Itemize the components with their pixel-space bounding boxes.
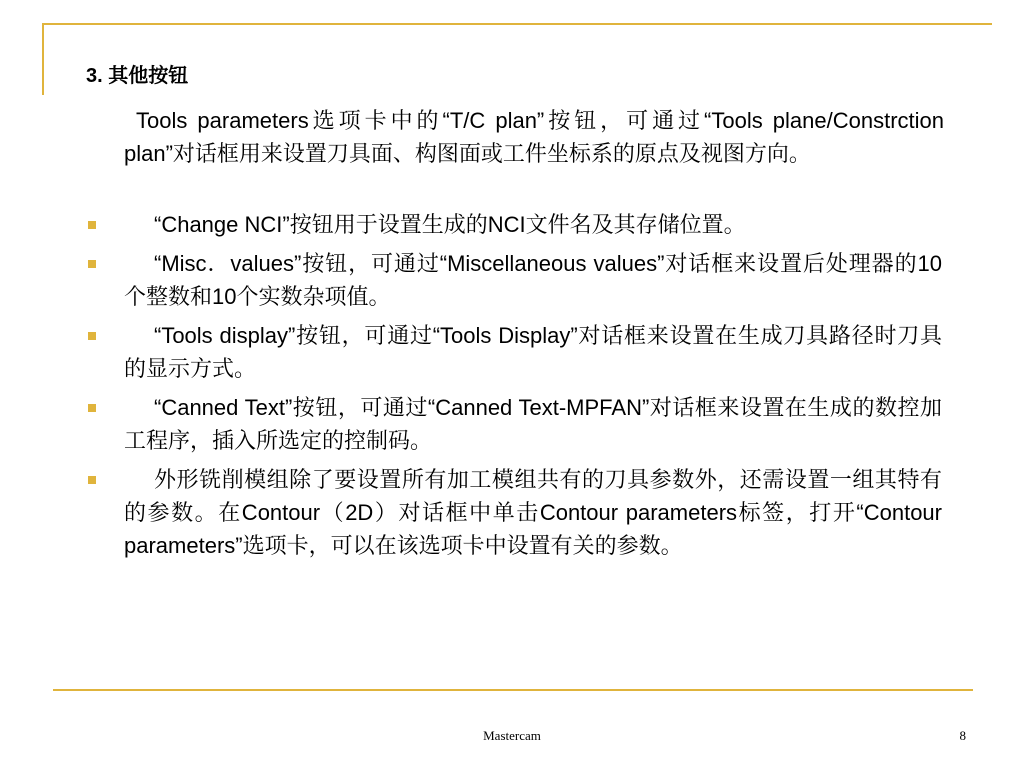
bullet-text: “Change NCI”按钮用于设置生成的NCI文件名及其存储位置。	[154, 212, 746, 237]
top-decorative-line	[42, 23, 992, 25]
bottom-decorative-line	[53, 689, 973, 691]
square-bullet-icon	[88, 332, 96, 340]
bullet-text: “Tools display”按钮，可通过“Tools Display”对话框来设置在生成刀具路径时刀具的显示方式。	[124, 323, 942, 381]
bullet-item	[86, 247, 942, 313]
intro-paragraph: Tools parameters选项卡中的“T/C plan”按钮，可通过“Tools plane/Constrction plan”对话框用来设置刀具面、构图面或工件坐标系的原点及视图方向。	[124, 108, 944, 166]
bullet-text: 外形铣削模组除了要设置所有加工模组共有的刀具参数外，还需设置一组其特有的参数。在Contour（2D）对话框中单击Contour parameters标签，打开“Contour parameters”选项卡，可以在该选项卡中设置有关的参数。	[124, 467, 942, 558]
bullet-list	[86, 208, 966, 568]
footer-label: Mastercam	[483, 728, 541, 743]
bullet-item	[86, 463, 942, 562]
bullet-item	[86, 208, 942, 241]
square-bullet-icon	[88, 404, 96, 412]
page-number: 8	[959, 728, 966, 743]
square-bullet-icon	[88, 476, 96, 484]
bullet-item	[86, 391, 942, 457]
bullet-text: “Misc．values”按钮，可通过“Miscellaneous values”对话框来设置后处理器的10个整数和10个实数杂项值。	[124, 251, 942, 309]
square-bullet-icon	[88, 260, 96, 268]
bullet-text: “Canned Text”按钮，可通过“Canned Text-MPFAN”对话框来设置在生成的数控加工程序，插入所选定的控制码。	[124, 395, 942, 453]
left-decorative-line	[42, 23, 44, 95]
section-heading: 3. 其他按钮	[86, 65, 189, 87]
square-bullet-icon	[88, 221, 96, 229]
bullet-item	[86, 319, 942, 385]
